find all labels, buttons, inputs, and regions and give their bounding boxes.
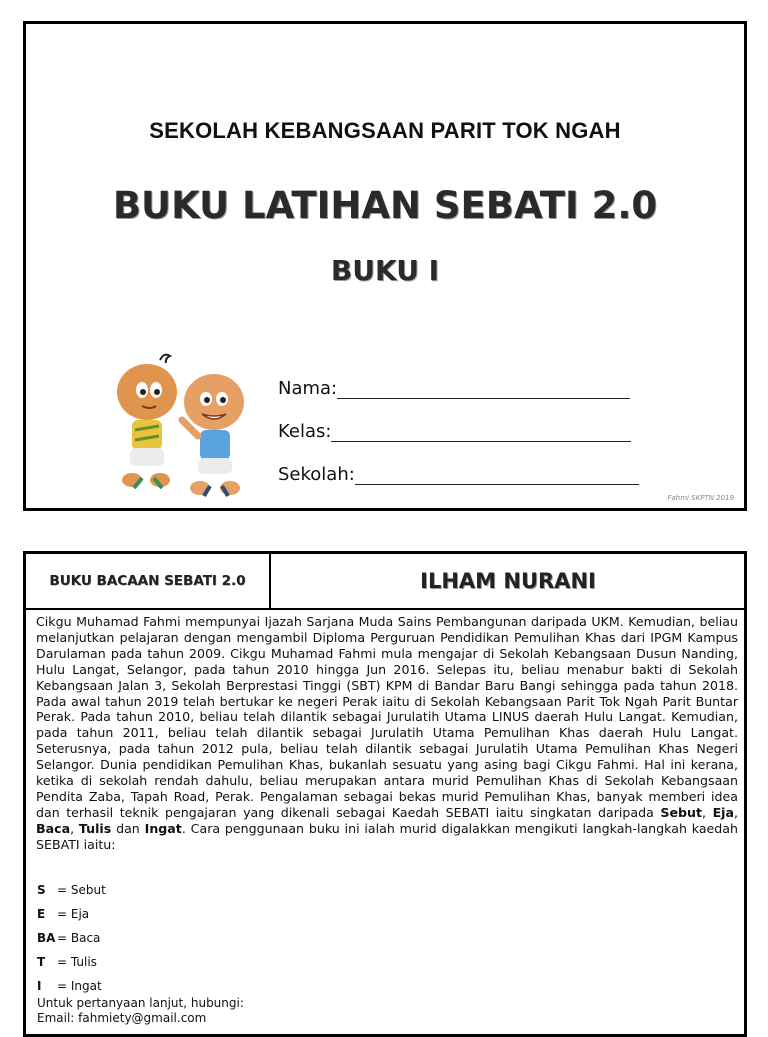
- name-blank-line[interactable]: [337, 380, 630, 399]
- credit-signature: Fahmi SKPTN 2019: [667, 494, 734, 502]
- class-label: Kelas:: [278, 421, 332, 442]
- contact-prompt: Untuk pertanyaan lanjut, hubungi:: [37, 996, 244, 1010]
- school-name: SEKOLAH KEBANGSAAN PARIT TOK NGAH: [149, 118, 621, 143]
- legend-item: [37, 926, 106, 950]
- book-number: BUKU I: [330, 254, 440, 287]
- cover-page: [23, 21, 747, 511]
- legend-value: = Tulis: [57, 955, 97, 969]
- contact-email[interactable]: Email: fahmiety@gmail.com: [37, 1011, 207, 1025]
- bold-word-sebut: Sebut: [660, 804, 702, 820]
- name-field[interactable]: [278, 378, 630, 399]
- legend-item: [37, 950, 106, 974]
- sebati-legend: [37, 878, 106, 998]
- legend-value: = Baca: [57, 931, 101, 945]
- bold-word-ingat: Ingat: [144, 820, 182, 836]
- bold-word-eja: Eja: [712, 804, 734, 820]
- author-paragraph: Cikgu Muhamad Fahmi mempunyai Ijazah Sarjana Muda Sains Pembangunan daripada UKM. Kemudian, beliau melanjutkan pelajaran dengan mengambil Diploma Perguruan Pendidikan Pemulihan Khas dari IPGM Kampus Darulaman pada tahun 2009. Cikgu Muhamad Fahmi mula mengajar di Sekolah Kebangsaan Dusun Nanding, Hulu Langat, Selangor, pada tahun 2010 hingga Jun 2016. Selepas itu, beliau menabur bakti di Sekolah Kebangsaan Jalan 3, Sekolah Berprestasi Tinggi (SBT) KPM di Bandar Baru Bangi sehingga pada tahun 2018. Pada awal tahun 2019 telah bertukar ke negeri Perak iaitu di Sekolah Kebangsaan Parit Tok Ngah Parit Buntar Perak. Pada tahun 2010, beliau telah dilantik sebagai Jurulatih Utama LINUS daerah Hulu Langat. Kemudian, pada tahun 2011, beliau telah dilantik sebagai Jurulatih Utama Pemulihan Khas daerah Hulu Langat. Seterusnya, pada tahun 2012 pula, beliau telah dilantik sebagai Jurulatih Utama Pemulihan Khas Negeri Selangor. Dunia pendidikan Pemulihan Khas, bukanlah sesuatu yang asing bagi Cikgu Fahmi. Hal ini kerana, ketika di sekolah rendah dahulu, beliau merupakan antara murid Pemulihan Khas di Sekolah Kebangsaan Pendita Zaba, Tapah Road, Perak. Pengalaman sebagai bekas murid Pemulihan Khas, banyak memberi idea dan terhasil teknik pengajaran yang dikenali sebagai Kaedah SEBATI iaitu singkatan daripada Sebut, Eja, Baca, Tulis dan Ingat. Cara penggunaan buku ini ialah murid digalakkan mengikuti langkah-langkah kaedah SEBATI iaitu:: [36, 614, 739, 852]
- inner-page: [23, 551, 747, 1037]
- name-label: Nama:: [278, 378, 338, 399]
- legend-value: = Eja: [57, 907, 90, 921]
- legend-item: [37, 974, 106, 998]
- header-section-title: ILHAM NURANI: [420, 569, 596, 593]
- class-blank-line[interactable]: [331, 423, 631, 442]
- legend-key: I: [37, 979, 42, 993]
- inner-header: [26, 554, 744, 610]
- header-book-name: BUKU BACAAN SEBATI 2.0: [26, 554, 271, 608]
- paragraph-tail: . Cara penggunaan buku ini ialah murid digalakkan mengikuti langkah-langkah kaedah SEBATI iaitu:: [36, 820, 739, 852]
- legend-key: E: [37, 907, 46, 921]
- paragraph-main: Cikgu Muhamad Fahmi mempunyai Ijazah Sarjana Muda Sains Pembangunan daripada UKM. Kemudian, beliau melanjutkan pelajaran dengan mengambil Diploma Perguruan Pendidikan Pemulihan Khas dari IPGM Kampus Darulaman pada tahun 2009. Cikgu Muhamad Fahmi mula mengajar di Sekolah Kebangsaan Dusun Nanding, Hulu Langat, Selangor, pada tahun 2010 hingga Jun 2016. Selepas itu, beliau menabur bakti di Sekolah Kebangsaan Jalan 3, Sekolah Berprestasi Tinggi (SBT) KPM di Bandar Baru Bangi sehingga pada tahun 2018. Pada awal tahun 2019 telah bertukar ke negeri Perak iaitu di Sekolah Kebangsaan Parit Tok Ngah Parit Buntar Perak. Pada tahun 2010, beliau telah dilantik sebagai Jurulatih Utama LINUS daerah Hulu Langat. Kemudian, pada tahun 2011, beliau telah dilantik sebagai Jurulatih Utama Pemulihan Khas daerah Hulu Langat. Seterusnya, pada tahun 2012 pula, beliau telah dilantik sebagai Jurulatih Utama Pemulihan Khas Negeri Selangor. Dunia pendidikan Pemulihan Khas, bukanlah sesuatu yang asing bagi Cikgu Fahmi. Hal ini kerana, ketika di sekolah rendah dahulu, beliau merupakan antara murid Pemulihan Khas di Sekolah Kebangsaan Pendita Zaba, Tapah Road, Perak. Pengalaman sebagai bekas murid Pemulihan Khas, banyak memberi idea dan terhasil teknik pengajaran yang dikenali sebagai Kaedah SEBATI iaitu singkatan daripada: [36, 614, 738, 820]
- legend-value: = Sebut: [57, 883, 106, 897]
- legend-key: S: [37, 883, 46, 897]
- bold-word-baca: Baca: [36, 820, 71, 836]
- contact-info: [37, 996, 244, 1026]
- bold-word-tulis: Tulis: [78, 820, 112, 836]
- school-field[interactable]: [278, 464, 639, 485]
- legend-key: BA: [37, 931, 56, 945]
- legend-key: T: [37, 955, 46, 969]
- twins-illustration: [102, 344, 262, 504]
- class-field[interactable]: [278, 421, 631, 442]
- legend-value: = Ingat: [57, 979, 102, 993]
- book-title: BUKU LATIHAN SEBATI 2.0: [112, 184, 658, 227]
- school-label: Sekolah:: [278, 464, 355, 485]
- legend-item: [37, 878, 106, 902]
- legend-item: [37, 902, 106, 926]
- school-blank-line[interactable]: [355, 466, 639, 485]
